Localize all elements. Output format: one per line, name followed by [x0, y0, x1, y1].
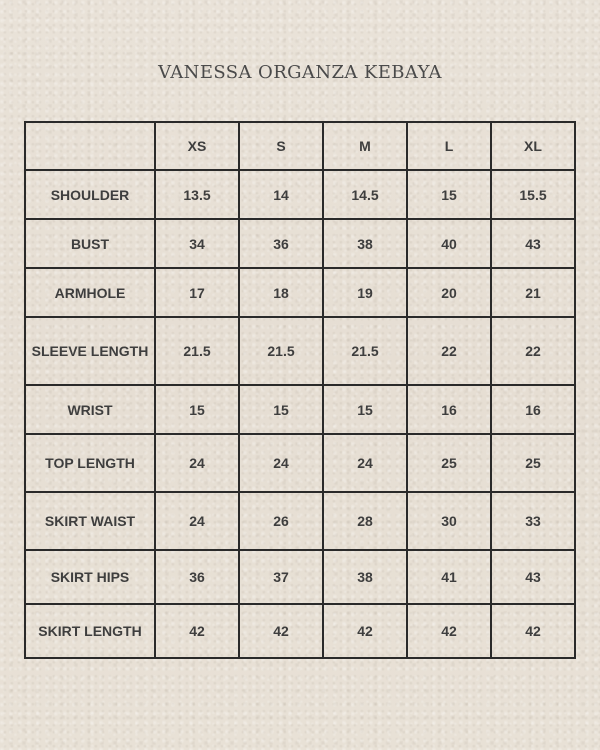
size-header-l: L: [407, 122, 491, 170]
table-row: [25, 492, 575, 550]
row-label: SLEEVE LENGTH: [25, 317, 155, 385]
table-cell: 42: [239, 604, 323, 658]
row-label: SKIRT WAIST: [25, 492, 155, 550]
table-cell: 18: [239, 268, 323, 317]
table-cell: 15: [323, 385, 407, 434]
table-row: [25, 268, 575, 317]
table-cell: 22: [491, 317, 575, 385]
page-title: VANESSA ORGANZA KEBAYA: [158, 62, 442, 83]
table-cell: 34: [155, 219, 239, 268]
row-label: TOP LENGTH: [25, 434, 155, 492]
table-cell: 26: [239, 492, 323, 550]
table-cell: 30: [407, 492, 491, 550]
table-cell: 17: [155, 268, 239, 317]
size-header-s: S: [239, 122, 323, 170]
table-row: [25, 170, 575, 219]
table-cell: 33: [491, 492, 575, 550]
table-cell: 24: [323, 434, 407, 492]
table-cell: 15: [239, 385, 323, 434]
table-cell: 16: [407, 385, 491, 434]
row-label: SKIRT HIPS: [25, 550, 155, 604]
table-cell: 36: [239, 219, 323, 268]
table-cell: 19: [323, 268, 407, 317]
table-cell: 42: [491, 604, 575, 658]
header-row: [25, 122, 575, 170]
table-cell: 21.5: [323, 317, 407, 385]
table-row: [25, 219, 575, 268]
table-cell: 37: [239, 550, 323, 604]
table-cell: 22: [407, 317, 491, 385]
table-cell: 14.5: [323, 170, 407, 219]
size-header-xl: XL: [491, 122, 575, 170]
table-row: [25, 434, 575, 492]
table-cell: 28: [323, 492, 407, 550]
row-label: WRIST: [25, 385, 155, 434]
size-chart-table: [24, 121, 576, 659]
table-cell: 21.5: [239, 317, 323, 385]
size-header-m: M: [323, 122, 407, 170]
table-cell: 40: [407, 219, 491, 268]
table-cell: 42: [407, 604, 491, 658]
table-row: [25, 385, 575, 434]
row-label: ARMHOLE: [25, 268, 155, 317]
table-cell: 15: [155, 385, 239, 434]
row-label: BUST: [25, 219, 155, 268]
table-cell: 42: [155, 604, 239, 658]
table-cell: 25: [491, 434, 575, 492]
table-cell: 43: [491, 550, 575, 604]
table-cell: 21: [491, 268, 575, 317]
table-cell: 24: [239, 434, 323, 492]
table-row: [25, 317, 575, 385]
table-cell: 42: [323, 604, 407, 658]
row-label: SHOULDER: [25, 170, 155, 219]
table-cell: 38: [323, 550, 407, 604]
size-header-xs: XS: [155, 122, 239, 170]
table-cell: 16: [491, 385, 575, 434]
corner-cell: [25, 122, 155, 170]
table-cell: 14: [239, 170, 323, 219]
table-row: [25, 604, 575, 658]
table-cell: 36: [155, 550, 239, 604]
table-cell: 24: [155, 434, 239, 492]
table-cell: 24: [155, 492, 239, 550]
table-cell: 38: [323, 219, 407, 268]
table-row: [25, 550, 575, 604]
table-cell: 13.5: [155, 170, 239, 219]
table-cell: 25: [407, 434, 491, 492]
table-cell: 15.5: [491, 170, 575, 219]
row-label: SKIRT LENGTH: [25, 604, 155, 658]
table-cell: 20: [407, 268, 491, 317]
table-cell: 15: [407, 170, 491, 219]
table-cell: 21.5: [155, 317, 239, 385]
table-cell: 41: [407, 550, 491, 604]
table-cell: 43: [491, 219, 575, 268]
